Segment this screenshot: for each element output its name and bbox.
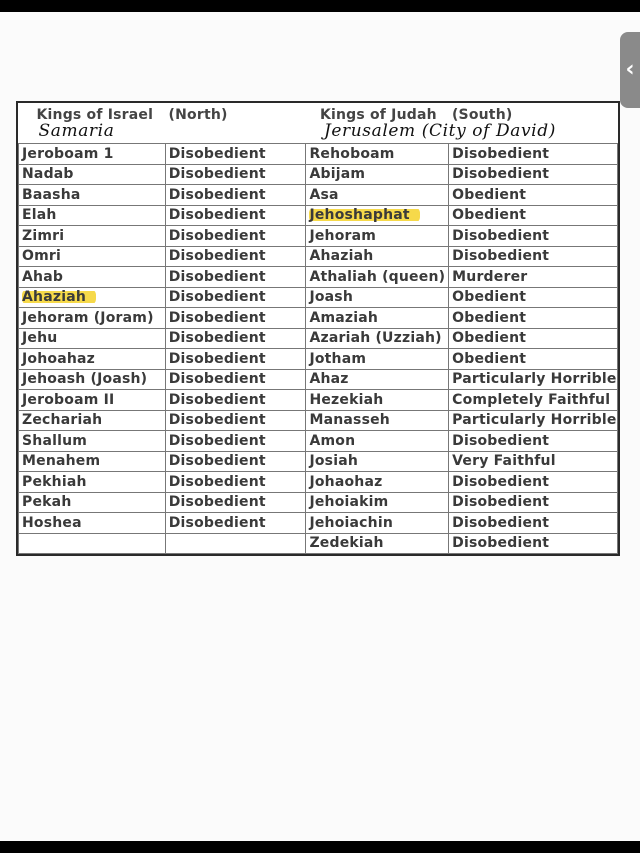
israel-capital-handwriting: Samaria <box>38 121 115 141</box>
table-row <box>19 144 618 165</box>
israel-status-cell <box>165 246 306 267</box>
israel-king-text: Nadab <box>22 166 74 183</box>
table-row <box>19 287 618 308</box>
israel-status-cell <box>165 308 306 329</box>
israel-status-cell <box>165 205 306 226</box>
judah-king-text: Jehoiachin <box>309 514 394 531</box>
israel-status-cell <box>165 287 306 308</box>
judah-king-text: Amaziah <box>309 309 379 326</box>
judah-king-text: Ahaziah <box>309 248 374 265</box>
israel-status-cell <box>165 267 306 288</box>
israel-direction-label: (North) <box>168 107 228 123</box>
table-row <box>19 328 618 349</box>
judah-status-cell <box>449 164 618 185</box>
judah-king-cell <box>306 349 449 370</box>
table-row <box>19 205 618 226</box>
israel-status-text: Disobedient <box>168 309 266 326</box>
israel-status-cell <box>165 185 306 206</box>
judah-king-cell <box>306 369 449 390</box>
judah-status-text: Obedient <box>452 207 527 224</box>
table-row <box>19 472 618 493</box>
israel-king-cell <box>19 513 166 534</box>
israel-king-cell <box>19 390 166 411</box>
israel-king-cell <box>19 185 166 206</box>
israel-status-cell <box>165 451 306 472</box>
collapse-chevron-icon[interactable]: ‹ <box>620 32 640 108</box>
judah-king-cell <box>306 185 449 206</box>
israel-header-cell <box>19 103 306 144</box>
israel-king-cell <box>19 267 166 288</box>
table-row <box>19 226 618 247</box>
judah-king-text: Manasseh <box>309 412 390 429</box>
israel-king-text: Shallum <box>22 432 88 449</box>
israel-status-cell <box>165 513 306 534</box>
israel-king-cell <box>19 492 166 513</box>
table-row <box>19 246 618 267</box>
judah-status-cell <box>449 226 618 247</box>
table-row <box>19 267 618 288</box>
judah-king-text: Athaliah (queen) <box>309 268 446 285</box>
israel-status-text: Disobedient <box>168 453 266 470</box>
israel-king-cell <box>19 164 166 185</box>
judah-status-cell <box>449 369 618 390</box>
table-row <box>19 369 618 390</box>
israel-status-text: Disobedient <box>168 412 266 429</box>
israel-status-text: Disobedient <box>168 227 266 244</box>
israel-status-text: Disobedient <box>168 473 266 490</box>
israel-status-text: Disobedient <box>168 166 266 183</box>
israel-status-text: Disobedient <box>168 330 266 347</box>
israel-king-cell <box>19 144 166 165</box>
judah-status-cell <box>449 431 618 452</box>
judah-king-cell <box>306 451 449 472</box>
israel-king-cell <box>19 349 166 370</box>
table-header-row <box>19 103 618 144</box>
israel-status-text: Disobedient <box>168 207 266 224</box>
israel-status-text: Disobedient <box>168 371 266 388</box>
judah-king-text: Johaohaz <box>309 473 383 490</box>
israel-king-cell <box>19 431 166 452</box>
israel-king-cell <box>19 226 166 247</box>
judah-status-text: Disobedient <box>452 535 550 552</box>
table-row <box>19 349 618 370</box>
judah-status-text: Disobedient <box>452 514 550 531</box>
judah-status-text: Disobedient <box>452 494 550 511</box>
israel-king-text: Ahab <box>22 268 64 285</box>
israel-king-text: Jehoram (Joram) <box>22 309 154 326</box>
table-row <box>19 492 618 513</box>
israel-king-text: Jehu <box>22 330 58 347</box>
israel-status-text: Disobedient <box>168 268 266 285</box>
israel-status-cell <box>165 492 306 513</box>
judah-status-text: Disobedient <box>452 432 550 449</box>
judah-header-cell <box>306 103 618 144</box>
judah-king-text: Jotham <box>309 350 367 367</box>
judah-status-cell <box>449 287 618 308</box>
judah-king-text: Rehoboam <box>309 145 395 162</box>
israel-status-text: Disobedient <box>168 432 266 449</box>
judah-king-cell <box>306 205 449 226</box>
judah-status-text: Obedient <box>452 289 527 306</box>
judah-status-cell <box>449 513 618 534</box>
table-row <box>19 513 618 534</box>
judah-king-cell <box>306 410 449 431</box>
israel-status-text: Disobedient <box>168 391 266 408</box>
table-row <box>19 431 618 452</box>
judah-king-text: Jehoshaphat <box>309 207 419 223</box>
israel-king-text: Menahem <box>22 453 101 470</box>
judah-king-text: Joash <box>309 289 354 306</box>
kings-table-sheet <box>16 101 620 556</box>
israel-king-cell <box>19 287 166 308</box>
israel-status-cell <box>165 144 306 165</box>
judah-king-cell <box>306 308 449 329</box>
judah-status-cell <box>449 533 618 554</box>
judah-king-cell <box>306 492 449 513</box>
judah-king-text: Amon <box>309 432 356 449</box>
israel-status-text: Disobedient <box>168 248 266 265</box>
judah-king-cell <box>306 144 449 165</box>
israel-king-cell <box>19 451 166 472</box>
judah-king-cell <box>306 390 449 411</box>
judah-status-cell <box>449 246 618 267</box>
judah-status-cell <box>449 144 618 165</box>
israel-status-text: Disobedient <box>168 145 266 162</box>
judah-king-text: Abijam <box>309 166 366 183</box>
judah-king-text: Ahaz <box>309 371 349 388</box>
israel-status-cell <box>165 164 306 185</box>
judah-status-cell <box>449 205 618 226</box>
judah-status-text: Particularly Horrible <box>452 371 617 388</box>
table-row <box>19 164 618 185</box>
judah-status-cell <box>449 472 618 493</box>
israel-king-cell <box>19 410 166 431</box>
judah-direction-label: (South) <box>451 107 513 123</box>
judah-king-cell <box>306 533 449 554</box>
judah-king-cell <box>306 246 449 267</box>
israel-status-cell <box>165 533 306 554</box>
israel-king-text: Baasha <box>22 186 81 203</box>
judah-status-text: Obedient <box>452 186 527 203</box>
judah-status-text: Obedient <box>452 309 527 326</box>
israel-status-cell <box>165 472 306 493</box>
israel-status-cell <box>165 410 306 431</box>
israel-status-text: Disobedient <box>168 350 266 367</box>
judah-king-cell <box>306 164 449 185</box>
judah-status-cell <box>449 451 618 472</box>
judah-status-cell <box>449 390 618 411</box>
judah-status-cell <box>449 308 618 329</box>
israel-status-text: Disobedient <box>168 514 266 531</box>
israel-king-text: Johoahaz <box>22 350 96 367</box>
judah-king-cell <box>306 431 449 452</box>
israel-king-text: Pekhiah <box>22 473 87 490</box>
israel-status-cell <box>165 349 306 370</box>
judah-king-cell <box>306 472 449 493</box>
table-row <box>19 390 618 411</box>
israel-king-text: Zimri <box>22 227 65 244</box>
israel-status-cell <box>165 390 306 411</box>
judah-status-text: Disobedient <box>452 227 550 244</box>
israel-status-cell <box>165 369 306 390</box>
judah-status-text: Particularly Horrible <box>452 412 617 429</box>
judah-king-cell <box>306 226 449 247</box>
israel-king-cell <box>19 205 166 226</box>
israel-king-text: Jeroboam II <box>22 391 115 408</box>
judah-status-text: Obedient <box>452 350 527 367</box>
israel-king-cell <box>19 246 166 267</box>
judah-status-text: Obedient <box>452 330 527 347</box>
israel-king-text: Elah <box>22 207 57 224</box>
judah-status-text: Disobedient <box>452 145 550 162</box>
judah-capital-handwriting: Jerusalem (City of David) <box>323 121 556 141</box>
judah-king-text: Jehoram <box>309 227 377 244</box>
table-row <box>19 533 618 554</box>
judah-status-cell <box>449 492 618 513</box>
israel-king-text: Omri <box>22 248 61 265</box>
israel-king-text: Ahaziah <box>22 289 96 305</box>
judah-status-text: Murderer <box>452 268 528 285</box>
israel-king-cell <box>19 472 166 493</box>
israel-status-cell <box>165 226 306 247</box>
israel-status-text: Disobedient <box>168 494 266 511</box>
israel-king-text: Hoshea <box>22 514 82 531</box>
israel-king-text: Zechariah <box>22 412 103 429</box>
judah-king-cell <box>306 513 449 534</box>
table-row <box>19 308 618 329</box>
israel-status-cell <box>165 328 306 349</box>
judah-king-text: Zedekiah <box>309 535 384 552</box>
judah-status-cell <box>449 185 618 206</box>
judah-status-cell <box>449 410 618 431</box>
judah-status-text: Completely Faithful <box>452 391 611 408</box>
table-row <box>19 451 618 472</box>
judah-king-cell <box>306 287 449 308</box>
judah-king-text: Asa <box>309 186 339 203</box>
judah-king-cell <box>306 328 449 349</box>
judah-status-text: Disobedient <box>452 473 550 490</box>
israel-status-text: Disobedient <box>168 289 266 306</box>
kings-table <box>18 103 618 554</box>
judah-king-text: Hezekiah <box>309 391 384 408</box>
israel-king-text: Pekah <box>22 494 72 511</box>
judah-status-text: Disobedient <box>452 248 550 265</box>
judah-status-text: Disobedient <box>452 166 550 183</box>
judah-header-label: Kings of Judah <box>319 107 437 123</box>
table-row <box>19 410 618 431</box>
israel-king-cell <box>19 308 166 329</box>
israel-status-cell <box>165 431 306 452</box>
judah-king-text: Josiah <box>309 453 359 470</box>
israel-king-cell <box>19 533 166 554</box>
judah-king-text: Azariah (Uzziah) <box>309 330 442 347</box>
israel-king-cell <box>19 369 166 390</box>
judah-king-cell <box>306 267 449 288</box>
judah-status-cell <box>449 349 618 370</box>
judah-status-cell <box>449 267 618 288</box>
israel-king-cell <box>19 328 166 349</box>
israel-king-text: Jehoash (Joash) <box>22 371 148 388</box>
document-page <box>0 12 640 841</box>
judah-status-text: Very Faithful <box>452 453 556 470</box>
israel-status-text: Disobedient <box>168 186 266 203</box>
judah-king-text: Jehoiakim <box>309 494 389 511</box>
israel-header-label: Kings of Israel <box>36 107 154 123</box>
table-row <box>19 185 618 206</box>
judah-status-cell <box>449 328 618 349</box>
israel-king-text: Jeroboam 1 <box>22 145 114 162</box>
